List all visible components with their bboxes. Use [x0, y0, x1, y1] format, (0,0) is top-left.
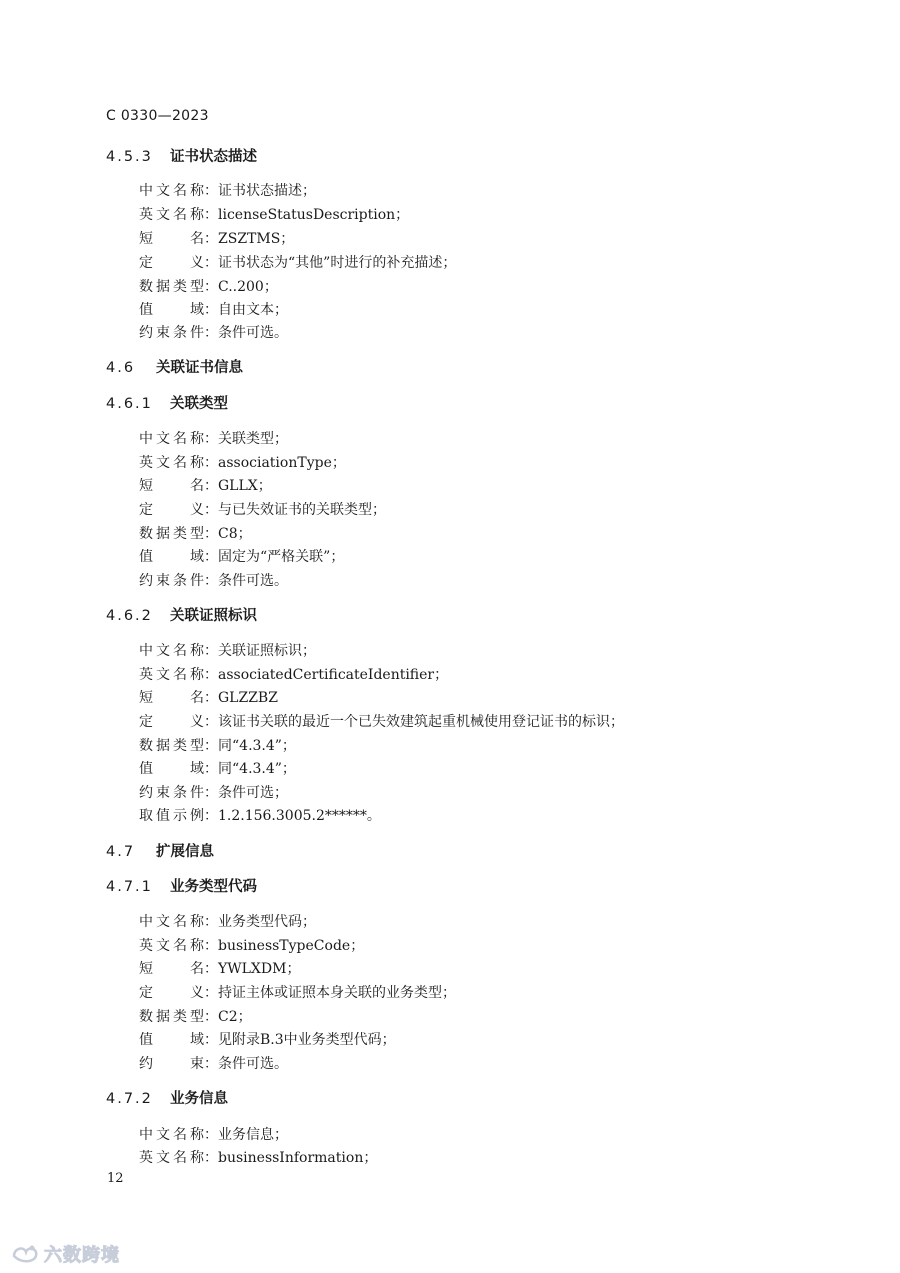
section-number: 4.7.2	[106, 1091, 153, 1107]
field-row: 值 域：见附录B.3中业务类型代码；	[139, 1029, 396, 1052]
field-label: 英文名称	[139, 207, 204, 223]
field-row: 约 束：条件可选。	[139, 1053, 288, 1076]
section-heading	[106, 842, 214, 862]
section-title: 业务信息	[170, 1091, 228, 1107]
field-row: 定 义：该证书关联的最近一个已失效建筑起重机械使用登记证书的标识；	[139, 711, 624, 734]
field-label: 中文名称	[139, 183, 204, 199]
field-value: 持证主体或证照本身关联的业务类型；	[218, 985, 456, 1001]
field-value: 1.2.156.3005.2******。	[218, 808, 381, 824]
field-row: 约束条件：条件可选；	[139, 782, 288, 805]
field-row: 定 义：与已失效证书的关联类型；	[139, 499, 386, 522]
field-row: 英文名称：businessTypeCode；	[139, 935, 364, 958]
field-row: 值 域：同“4.3.4”；	[139, 758, 296, 781]
field-value: ZSZTMS；	[218, 231, 295, 247]
field-row: 短 名：ZSZTMS；	[139, 228, 294, 251]
field-row: 短 名：GLLX；	[139, 475, 272, 498]
field-label: 约 束	[139, 1056, 204, 1072]
field-label: 英文名称	[139, 455, 204, 471]
field-value: 同“4.3.4”；	[218, 761, 296, 777]
field-value: 证书状态描述；	[218, 183, 316, 199]
field-row: 中文名称：证书状态描述；	[139, 180, 316, 203]
field-row: 短 名：GLZZBZ	[139, 687, 278, 710]
section-number: 4.6.1	[106, 396, 153, 412]
section-number: 4.5.3	[106, 149, 153, 165]
field-value: businessInformation；	[218, 1150, 378, 1166]
field-label: 短 名	[139, 478, 204, 494]
field-value: GLLX；	[218, 478, 272, 494]
field-label: 值 域	[139, 1032, 204, 1048]
field-label: 取值示例	[139, 808, 204, 824]
field-row: 英文名称：associationType；	[139, 452, 346, 475]
field-row: 中文名称：关联证照标识；	[139, 640, 316, 663]
section-heading	[106, 147, 257, 167]
field-value: licenseStatusDescription；	[218, 207, 410, 223]
field-row: 值 域：固定为“严格关联”；	[139, 546, 344, 569]
field-row: 中文名称：关联类型；	[139, 428, 288, 451]
field-label: 约束条件	[139, 785, 204, 801]
field-label: 短 名	[139, 231, 204, 247]
section-heading	[106, 877, 257, 897]
section-heading	[106, 394, 228, 414]
field-value: 证书状态为“其他”时进行的补充描述；	[218, 255, 457, 271]
field-label: 中文名称	[139, 914, 204, 930]
watermark-text: 六数跨境	[44, 1245, 120, 1266]
field-label: 数据类型	[139, 526, 204, 542]
section-title: 关联证照标识	[170, 608, 257, 624]
field-label: 约束条件	[139, 325, 204, 341]
field-value: 见附录B.3中业务类型代码；	[218, 1032, 396, 1048]
section-title: 关联类型	[170, 396, 228, 412]
section-title: 关联证书信息	[156, 360, 243, 376]
field-value: 自由文本；	[218, 302, 288, 318]
field-row: 数据类型：C8；	[139, 523, 252, 546]
field-row: 中文名称：业务类型代码；	[139, 911, 316, 934]
section-heading	[106, 358, 243, 378]
field-value: associationType；	[218, 455, 346, 471]
field-value: 条件可选；	[218, 785, 288, 801]
section-number: 4.6.2	[106, 608, 153, 624]
field-label: 英文名称	[139, 938, 204, 954]
field-label: 数据类型	[139, 738, 204, 754]
field-label: 定 义	[139, 255, 204, 271]
field-row: 定 义：证书状态为“其他”时进行的补充描述；	[139, 252, 456, 275]
section-number: 4.7	[106, 844, 136, 860]
field-value: 条件可选。	[218, 573, 288, 589]
field-value: C..200；	[218, 279, 278, 295]
field-row: 定 义：持证主体或证照本身关联的业务类型；	[139, 982, 456, 1005]
field-value: C8；	[218, 526, 252, 542]
section-number: 4.7.1	[106, 879, 153, 895]
field-value: 与已失效证书的关联类型；	[218, 502, 386, 518]
field-label: 中文名称	[139, 431, 204, 447]
field-value: 关联类型；	[218, 431, 288, 447]
field-label: 值 域	[139, 549, 204, 565]
field-value: 条件可选。	[218, 1056, 288, 1072]
field-label: 定 义	[139, 985, 204, 1001]
field-value: 条件可选。	[218, 325, 288, 341]
field-value: associatedCertificateIdentifier；	[218, 667, 449, 683]
field-value: 业务信息；	[218, 1127, 288, 1143]
field-label: 短 名	[139, 690, 204, 706]
field-value: C2；	[218, 1009, 252, 1025]
field-label: 定 义	[139, 714, 204, 730]
section-title: 证书状态描述	[170, 149, 257, 165]
field-row: 英文名称：licenseStatusDescription；	[139, 204, 409, 227]
watermark	[10, 1240, 120, 1268]
field-row: 数据类型：同“4.3.4”；	[139, 735, 296, 758]
field-value: YWLXDM；	[218, 961, 301, 977]
field-label: 值 域	[139, 761, 204, 777]
field-row: 取值示例：1.2.156.3005.2******。	[139, 805, 381, 828]
field-label: 中文名称	[139, 1127, 204, 1143]
watermark-logo-icon	[10, 1242, 40, 1266]
field-row: 英文名称：associatedCertificateIdentifier；	[139, 664, 448, 687]
field-row: 短 名：YWLXDM；	[139, 958, 300, 981]
section-title: 扩展信息	[156, 844, 214, 860]
field-label: 短 名	[139, 961, 204, 977]
field-row: 约束条件：条件可选。	[139, 570, 288, 593]
field-label: 英文名称	[139, 1150, 204, 1166]
field-row: 约束条件：条件可选。	[139, 322, 288, 345]
field-value: 同“4.3.4”；	[218, 738, 296, 754]
section-heading	[106, 606, 257, 626]
document-code: C 0330—2023	[106, 108, 209, 124]
field-row: 数据类型：C2；	[139, 1006, 252, 1029]
field-label: 定 义	[139, 502, 204, 518]
field-label: 英文名称	[139, 667, 204, 683]
page-number: 12	[107, 1171, 124, 1186]
section-title: 业务类型代码	[170, 879, 257, 895]
section-heading	[106, 1089, 228, 1109]
field-value: 业务类型代码；	[218, 914, 316, 930]
field-value: 该证书关联的最近一个已失效建筑起重机械使用登记证书的标识；	[218, 714, 624, 730]
field-row: 数据类型：C..200；	[139, 276, 278, 299]
field-label: 数据类型	[139, 1009, 204, 1025]
field-label: 值 域	[139, 302, 204, 318]
field-value: GLZZBZ	[218, 690, 278, 706]
field-row: 英文名称：businessInformation；	[139, 1147, 377, 1170]
field-value: 固定为“严格关联”；	[218, 549, 345, 565]
section-number: 4.6	[106, 360, 136, 376]
field-label: 约束条件	[139, 573, 204, 589]
field-label: 中文名称	[139, 643, 204, 659]
field-row: 值 域：自由文本；	[139, 299, 288, 322]
field-label: 数据类型	[139, 279, 204, 295]
field-value: 关联证照标识；	[218, 643, 316, 659]
field-value: businessTypeCode；	[218, 938, 365, 954]
field-row: 中文名称：业务信息；	[139, 1124, 288, 1147]
